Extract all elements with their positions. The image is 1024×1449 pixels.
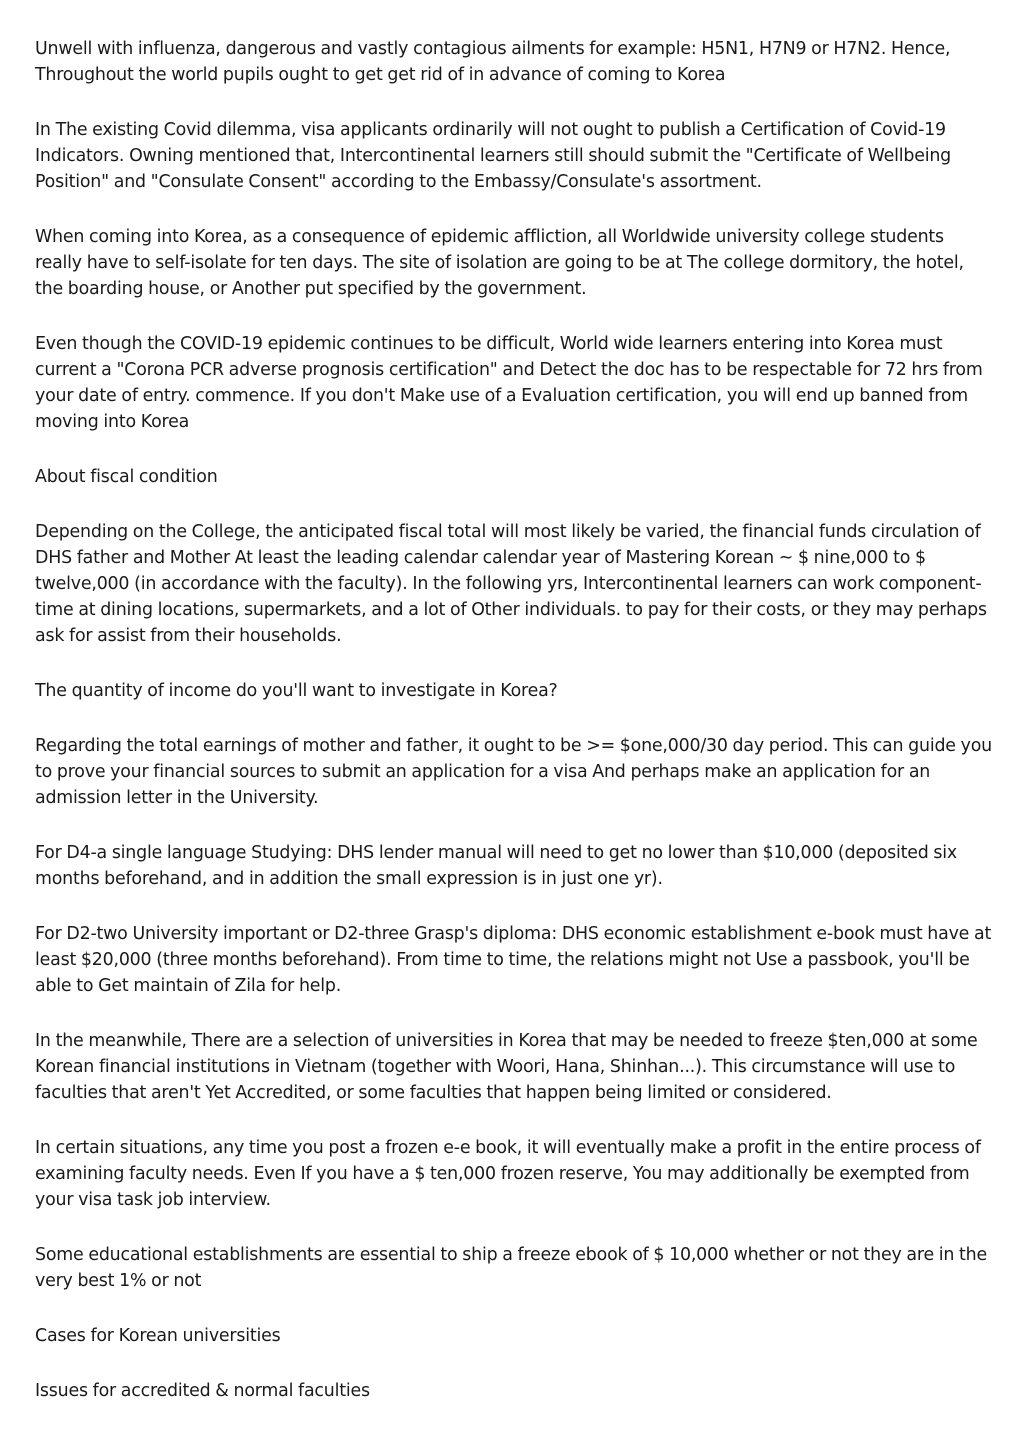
- heading-income-question: The quantity of income do you'll want to investigate in Korea?: [35, 681, 558, 701]
- paragraph-frozen-ebook: In certain situations, any time you post a frozen e-e book, it will eventually make a profit in the entire process of examining faculty needs. Even If you have a $ ten,000 frozen reserve, You may additionally be exempted from your visa task job interview.: [35, 1138, 981, 1210]
- paragraph-pcr-certificate: Even though the COVID-19 epidemic continues to be difficult, World wide learners entering into Korea must current a "Corona PCR adverse prognosis certification" and Detect the doc has to be respectable for 72 hrs from your date of entry. commence. If you don't Make use of a Evaluation certification, you will end up banned from moving into Korea: [35, 334, 983, 432]
- paragraph-top-one-percent: Some educational establishments are essential to ship a freeze ebook of $ 10,000 whether or not they are in the very best 1% or not: [35, 1245, 987, 1291]
- heading-fiscal-condition: About fiscal condition: [35, 467, 218, 487]
- paragraph-fiscal-total: Depending on the College, the anticipated fiscal total will most likely be varied, the financial funds circulation of DHS father and Mother At least the leading calendar calendar year of Mastering Korean ~ $ nine,000 to $ twelve,000 (in accordance with the faculty). In the following yrs, Intercontinental learners can work component-time at dining locations, supermarkets, and a lot of Other individuals. to pay for their costs, or they may perhaps ask for assist from their households.: [35, 522, 987, 646]
- heading-accredited-faculties: Issues for accredited & normal faculties: [35, 1381, 370, 1401]
- heading-korean-universities: Cases for Korean universities: [35, 1326, 281, 1346]
- paragraph-d4-language: For D4-a single language Studying: DHS lender manual will need to get no lower than $10,000 (deposited six months beforehand, and in addition the small expression is in just one yr).: [35, 843, 957, 889]
- paragraph-influenza: Unwell with influenza, dangerous and vastly contagious ailments for example: H5N1, H7N9 or H7N2. Hence, Throughout the world pupils ought to get get rid of in advance of coming to Korea: [35, 39, 951, 85]
- paragraph-d2-university: For D2-two University important or D2-three Grasp's diploma: DHS economic establishment e-book must have at least $20,000 (three months beforehand). From time to time, the relations might not Use a passbook, you'll be able to Get maintain of Zila for help.: [35, 924, 992, 996]
- paragraph-covid-dilemma: In The existing Covid dilemma, visa applicants ordinarily will not ought to publish a Certification of Covid-19 Indicators. Owning mentioned that, Intercontinental learners still should submit the "Certificate of Wellbeing Position" and "Consulate Consent" according to the Embassy/Consulate's assortment.: [35, 120, 951, 192]
- paragraph-freeze-deposit: In the meanwhile, There are a selection of universities in Korea that may be needed to freeze $ten,000 at some Korean financial institutions in Vietnam (together with Woori, Hana, Shinhan...). This circumstance will use to faculties that aren't Yet Accredited, or some faculties that happen being limited or considered.: [35, 1031, 978, 1103]
- document-body: [35, 36, 995, 1433]
- paragraph-parent-earnings: Regarding the total earnings of mother and father, it ought to be >= $one,000/30 day period. This can guide you to prove your financial sources to submit an application for a visa And perhaps make an application for an admission letter in the University.: [35, 736, 992, 808]
- paragraph-self-isolation: When coming into Korea, as a consequence of epidemic affliction, all Worldwide university college students really have to self-isolate for ten days. The site of isolation are going to be at The college dormitory, the hotel, the boarding house, or Another put specified by the government.: [35, 227, 964, 299]
